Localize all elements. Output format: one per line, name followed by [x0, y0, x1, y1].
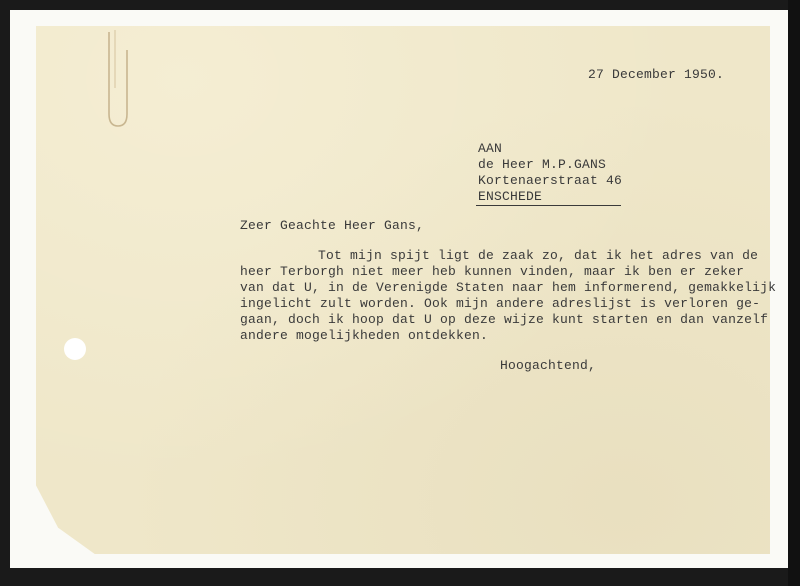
- body-line: ingelicht zult worden. Ook mijn andere adreslijst is verloren ge-: [240, 296, 761, 311]
- body-line: andere mogelijkheden ontdekken.: [240, 328, 489, 343]
- letter-closing: Hoogachtend,: [500, 358, 597, 373]
- recipient-name: de Heer M.P.GANS: [478, 157, 607, 172]
- scan-edge: [788, 0, 800, 586]
- recipient-street: Kortenaerstraat 46: [478, 173, 623, 188]
- body-line: heer Terborgh niet meer heb kunnen vinden, maar ik ben er zeker: [240, 264, 745, 279]
- letter-date: 27 December 1950.: [588, 67, 725, 82]
- body-line: gaan, doch ik hoop dat U op deze wijze kunt starten en dan vanzelf: [240, 312, 769, 327]
- recipient-line-aan: AAN: [478, 141, 503, 156]
- letter-body: [240, 248, 776, 344]
- body-line: van dat U, in de Verenigde Staten naar hem informerend, gemakkelijk: [240, 280, 777, 295]
- recipient-city-underline: [476, 205, 621, 206]
- recipient-city: ENSCHEDE: [478, 189, 543, 204]
- letter-salutation: Zeer Geachte Heer Gans,: [240, 218, 425, 233]
- punch-hole: [64, 338, 86, 360]
- body-line: Tot mijn spijt ligt de zaak zo, dat ik het adres van de: [318, 248, 759, 263]
- paperclip-mark-icon: [103, 28, 131, 130]
